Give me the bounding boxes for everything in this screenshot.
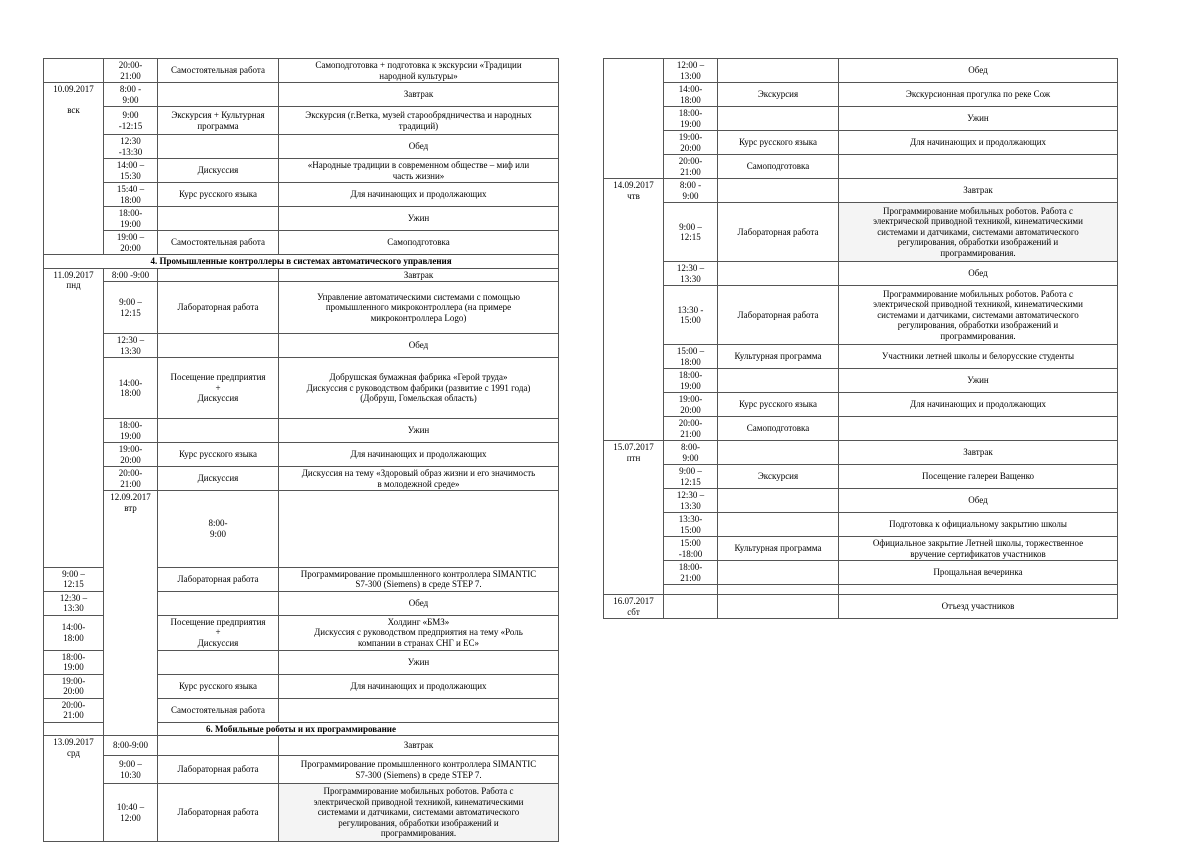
schedule-row [604,561,1118,585]
activity-type-cell [718,513,839,537]
time-cell: 20:00- 21:00 [104,59,158,83]
time-cell: 8:00-9:00 [104,736,158,756]
time-cell: 8:00- 9:00 [664,441,718,465]
activity-type-cell [158,135,279,159]
time-cell: 9:00 – 12:15 [104,282,158,334]
description-cell: Подготовка к официальному закрытию школы [839,513,1118,537]
activity-type-cell: Экскурсия [718,465,839,489]
date-cell: 15.07.2017 птн [604,441,664,595]
activity-type-cell [279,491,559,568]
schedule-row [604,513,1118,537]
activity-type-cell [718,262,839,286]
time-cell: 20:00- 21:00 [104,467,158,491]
schedule-row [604,59,1118,83]
description-cell: Посещение галереи Ващенко [839,465,1118,489]
schedule-row [44,784,559,842]
description-cell: Прощальная вечеринка [839,561,1118,585]
activity-type-cell: Самоподготовка [718,155,839,179]
time-cell: 12:00 – 13:00 [664,59,718,83]
time-cell: 19:00 – 20:00 [104,231,158,255]
time-cell: 13:30 - 15:00 [664,286,718,345]
activity-type-cell [718,595,839,619]
activity-type-cell: Самоподготовка [718,417,839,441]
description-cell: Программирование промышленного контроллера SIMANTIC S7-300 (Siemens) в среде STEP 7. [279,567,559,591]
activity-type-cell [718,369,839,393]
description-cell [279,698,559,722]
time-cell: 10:40 – 12:00 [104,784,158,842]
date-cell [44,59,104,83]
activity-type-cell [158,591,279,615]
time-cell: 8:00- 9:00 [158,491,279,568]
schedule-row [604,203,1118,262]
activity-type-cell: Лабораторная работа [158,756,279,784]
activity-type-cell: Курс русского языка [158,183,279,207]
activity-type-cell [718,179,839,203]
description-cell: Ужин [279,419,559,443]
schedule-row [44,756,559,784]
schedule-row [44,159,559,183]
activity-type-cell: Лабораторная работа [718,203,839,262]
time-cell: 9:00 – 12:15 [664,465,718,489]
activity-type-cell: Экскурсия [718,83,839,107]
time-cell: 9:00 – 12:15 [664,203,718,262]
time-cell: 20:00- 21:00 [664,155,718,179]
schedule-row [604,417,1118,441]
schedule-row [604,107,1118,131]
description-cell: Добрушская бумажная фабрика «Герой труда» Дискуссия с руководством фабрики (развитие с 1991 года) (Добруш, Гомельская область) [279,358,559,419]
activity-type-cell [158,419,279,443]
activity-type-cell [158,650,279,674]
time-cell: 14:00- 18:00 [104,358,158,419]
activity-type-cell: Курс русского языка [718,131,839,155]
activity-type-cell [718,489,839,513]
activity-type-cell [718,59,839,83]
time-cell: 18:00- 19:00 [664,107,718,131]
description-cell: Для начинающих и продолжающих [839,131,1118,155]
schedule-row [44,491,559,568]
schedule-row [604,345,1118,369]
schedule-row [44,135,559,159]
activity-type-cell: Лабораторная работа [158,282,279,334]
description-cell: «Народные традиции в современном обществе – миф или часть жизни» [279,159,559,183]
description-cell: Холдинг «БМЗ» Дискуссия с руководством предприятия на тему «Роль компании в странах СНГ и ЕС» [279,615,559,650]
description-cell: Программирование мобильных роботов. Работа с электрической приводной техникой, кинематическими системами и датчиками, системами автоматического регулирования, обработки изображений и программирования. [839,286,1118,345]
activity-type-cell: Культурная программа [718,537,839,561]
schedule-row [44,722,559,736]
activity-type-cell: Посещение предприятия + Дискуссия [158,358,279,419]
date-cell [604,59,664,179]
description-cell: Для начинающих и продолжающих [839,393,1118,417]
time-cell: 20:00- 21:00 [664,417,718,441]
description-cell: Обед [279,334,559,358]
description-cell: Завтрак [279,83,559,107]
description-cell: Завтрак [839,179,1118,203]
schedule-row [604,537,1118,561]
activity-type-cell: Курс русского языка [718,393,839,417]
schedule-row [44,231,559,255]
schedule-row [44,358,559,419]
time-cell: 9:00 – 12:15 [44,567,104,591]
schedule-row [44,467,559,491]
time-cell: 15:00 -18:00 [664,537,718,561]
schedule-row [44,282,559,334]
schedule-row [44,183,559,207]
time-cell: 19:00- 20:00 [664,393,718,417]
time-cell: 9:00 -12:15 [104,107,158,135]
time-cell: 14:00- 18:00 [44,615,104,650]
description-cell: Ужин [279,207,559,231]
date-cell: 11.09.2017 пнд [44,268,104,567]
time-cell: 8:00 -9:00 [104,268,158,282]
time-cell: 12:30 -13:30 [104,135,158,159]
description-cell: Отъезд участников [839,595,1118,619]
description-cell [839,155,1118,179]
description-cell [839,585,1118,595]
activity-type-cell [158,268,279,282]
schedule-row [604,595,1118,619]
description-cell: Дискуссия на тему «Здоровый образ жизни и его значимость в молодежной среде» [279,467,559,491]
activity-type-cell [718,585,839,595]
schedule-row [604,286,1118,345]
section-heading-cell: 6. Мобильные роботы и их программирование [44,722,559,736]
date-cell: 12.09.2017 втр [104,491,158,736]
time-cell: 18:00- 19:00 [664,369,718,393]
description-cell: Самоподготовка [279,231,559,255]
description-cell: Экскурсионная прогулка по реке Сож [839,83,1118,107]
activity-type-cell: Экскурсия + Культурная программа [158,107,279,135]
description-cell: Программирование мобильных роботов. Работа с электрической приводной техникой, кинематическими системами и датчиками, системами автоматического регулирования, обработки изображений и программирования. [839,203,1118,262]
schedule-row [604,131,1118,155]
date-cell: 14.09.2017 чтв [604,179,664,441]
time-cell: 19:00- 20:00 [664,131,718,155]
activity-type-cell [158,334,279,358]
activity-type-cell [158,207,279,231]
time-cell: 8:00 - 9:00 [104,83,158,107]
description-cell: Экскурсия (г.Ветка, музей старообрядничества и народных традиций) [279,107,559,135]
description-cell: Участники летней школы и белорусские студенты [839,345,1118,369]
schedule-row [604,393,1118,417]
schedule-row [44,59,559,83]
description-cell: Программирование промышленного контроллера SIMANTIC S7-300 (Siemens) в среде STEP 7. [279,756,559,784]
time-cell: 8:00 - 9:00 [664,179,718,203]
schedule-row [604,441,1118,465]
time-cell: 18:00- 19:00 [104,207,158,231]
activity-type-cell: Дискуссия [158,467,279,491]
description-cell: Самоподготовка + подготовка к экскурсии «Традиции народной культуры» [279,59,559,83]
description-cell: Обед [279,135,559,159]
activity-type-cell: Курс русского языка [158,674,279,698]
schedule-table-left [43,58,559,842]
schedule-row [604,465,1118,489]
schedule-row [604,179,1118,203]
description-cell: Официальное закрытие Летней школы, торжественное вручение сертификатов участников [839,537,1118,561]
schedule-row [44,83,559,107]
activity-type-cell: Самостоятельная работа [158,698,279,722]
activity-type-cell: Посещение предприятия + Дискуссия [158,615,279,650]
schedule-row [44,419,559,443]
activity-type-cell [158,83,279,107]
time-cell: 14:00 – 15:30 [104,159,158,183]
time-cell: 18:00- 21:00 [664,561,718,585]
description-cell: Завтрак [279,736,559,756]
time-cell: 14:00- 18:00 [664,83,718,107]
description-cell: Управление автоматическими системами с помощью промышленного микроконтроллера (на примере микроконтроллера Logo) [279,282,559,334]
time-cell: 19:00- 20:00 [44,674,104,698]
description-cell: Для начинающих и продолжающих [279,443,559,467]
description-cell: Ужин [839,107,1118,131]
schedule-row [604,262,1118,286]
schedule-row [44,268,559,282]
date-cell: 16.07.2017 сбт [604,595,664,619]
time-cell [664,595,718,619]
description-cell: Ужин [839,369,1118,393]
time-cell [664,585,718,595]
time-cell: 19:00- 20:00 [104,443,158,467]
schedule-row [604,83,1118,107]
time-cell: 9:00 – 10:30 [104,756,158,784]
schedule-row [44,443,559,467]
description-cell: Обед [839,262,1118,286]
description-cell: Обед [839,59,1118,83]
description-cell: Завтрак [839,441,1118,465]
schedule-row [604,489,1118,513]
time-cell: 15:00 – 18:00 [664,345,718,369]
activity-type-cell: Лабораторная работа [158,567,279,591]
time-cell: 20:00- 21:00 [44,698,104,722]
description-cell: Программирование мобильных роботов. Работа с электрической приводной техникой, кинематическими системами и датчиками, системами автоматического регулирования, обработки изображений и программирования. [279,784,559,842]
activity-type-cell: Культурная программа [718,345,839,369]
description-cell: Обед [839,489,1118,513]
time-cell: 15:40 – 18:00 [104,183,158,207]
activity-type-cell [158,736,279,756]
time-cell: 12:30 – 13:30 [104,334,158,358]
date-cell: 13.09.2017 срд [44,736,104,842]
time-cell: 12:30 – 13:30 [664,262,718,286]
date-cell: 10.09.2017 вск [44,83,104,255]
activity-type-cell: Самостоятельная работа [158,231,279,255]
description-cell: Для начинающих и продолжающих [279,674,559,698]
schedule-row [44,107,559,135]
schedule-row [44,207,559,231]
description-cell: Для начинающих и продолжающих [279,183,559,207]
activity-type-cell [718,441,839,465]
description-cell: Завтрак [279,268,559,282]
schedule-row [604,585,1118,595]
time-cell: 18:00- 19:00 [104,419,158,443]
description-cell: Обед [279,591,559,615]
activity-type-cell: Самостоятельная работа [158,59,279,83]
time-cell: 12:30 – 13:30 [664,489,718,513]
activity-type-cell: Лабораторная работа [158,784,279,842]
activity-type-cell [718,107,839,131]
activity-type-cell [718,561,839,585]
description-cell: Ужин [279,650,559,674]
schedule-row [44,334,559,358]
section-heading-cell: 4. Промышленные контроллеры в системах автоматического управления [44,255,559,269]
schedule-table-right [603,58,1118,619]
activity-type-cell: Курс русского языка [158,443,279,467]
time-cell: 13:30- 15:00 [664,513,718,537]
schedule-row [44,255,559,269]
schedule-row [604,369,1118,393]
activity-type-cell: Дискуссия [158,159,279,183]
description-cell [839,417,1118,441]
time-cell: 12:30 – 13:30 [44,591,104,615]
time-cell: 18:00- 19:00 [44,650,104,674]
activity-type-cell: Лабораторная работа [718,286,839,345]
schedule-row [604,155,1118,179]
schedule-row [44,736,559,756]
